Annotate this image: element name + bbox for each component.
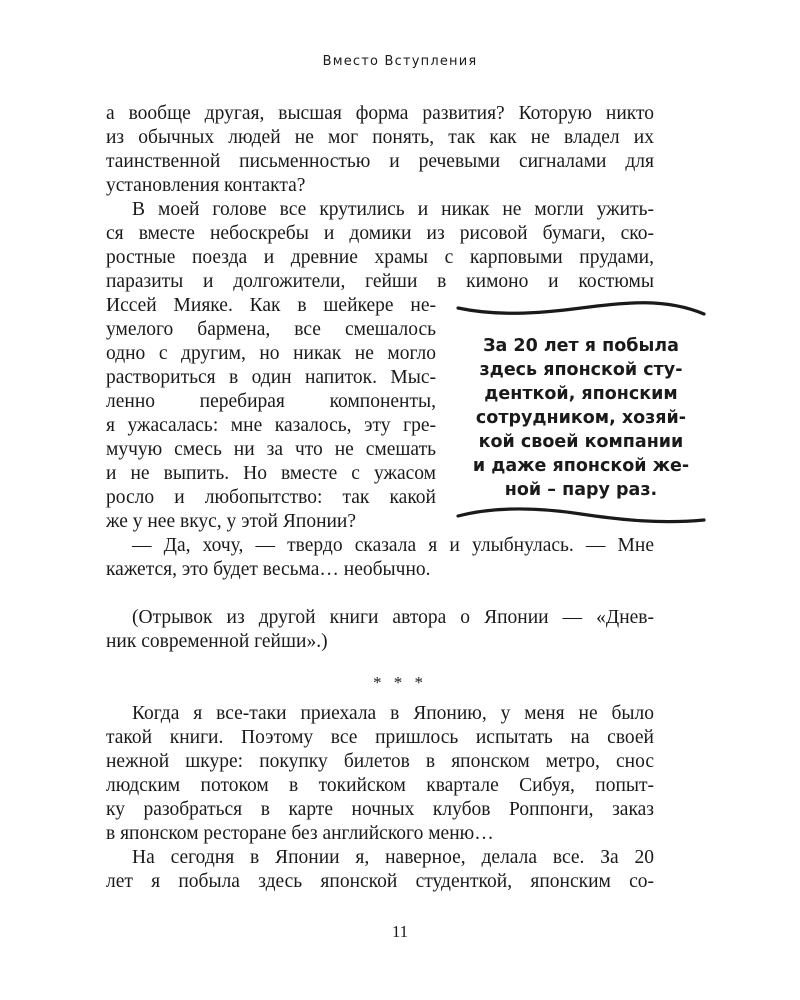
pull-quote-line: кой своей компании (478, 432, 684, 452)
body-line: лет я побыла здесь японской студенткой, японским со- (106, 871, 654, 892)
body-line: В моей голове все крутились и никак не могли ужить- (132, 199, 654, 220)
body-line: а вообще другая, высшая форма развития? Которую никто (106, 103, 654, 124)
body-line: Иссей Мияке. Как в шейкере не- (106, 295, 436, 316)
body-line: На сегодня в Японии я, наверное, делала все. За 20 (132, 847, 654, 868)
body-line: кажется, это будет весьма… необычно. (106, 559, 431, 580)
body-line: ку разобраться в карте ночных клубов Роппонги, заказ (106, 799, 654, 820)
body-line: одно с другим, но никак не могло (106, 343, 436, 364)
body-line: нежной шкуре: покупку билетов в японском метро, снос (106, 751, 654, 772)
pull-quote-line: денткой, японским (484, 384, 678, 404)
pull-quote-top-wave (456, 294, 706, 318)
pull-quote-line: здесь японской сту- (479, 360, 683, 380)
body-line: таинственной письменностью и речевыми сигналами для (106, 151, 654, 172)
body-line: ся вместе небоскребы и домики из рисовой бумаги, ско- (106, 223, 654, 244)
body-line: — Да, хочу, — твердо сказала я и улыбнулась. — Мне (132, 535, 654, 556)
body-line: раствориться в один напиток. Мыс- (106, 367, 436, 388)
body-line: установления контакта? (106, 175, 306, 196)
page-number: 11 (391, 922, 409, 941)
body-line: ростные поезда и древние храмы с карповыми прудами, (106, 247, 654, 268)
pull-quote-bottom-wave (456, 502, 706, 526)
pull-quote-line: и даже японской же- (472, 456, 690, 476)
pull-quote-line: За 20 лет я побыла (483, 336, 679, 356)
body-line: мучую смесь ни за что не смешать (106, 439, 436, 460)
body-line: ленно перебирая компоненты, (106, 391, 436, 412)
body-line: же у нее вкус, у этой Японии? (106, 511, 357, 532)
body-line: умелого бармена, все смешалось (106, 319, 436, 340)
body-line: и не выпить. Но вместе с ужасом (106, 463, 436, 484)
running-head: Вместо Вступления (322, 54, 478, 69)
body-line: людским потоком в токийском квартале Сибуя, попыт- (106, 775, 654, 796)
body-line: в японском ресторане без английского меню… (106, 823, 494, 844)
body-line: Когда я все-таки приехала в Японию, у меня не было (132, 703, 654, 724)
body-line: я ужасалась: мне казалось, эту гре- (106, 415, 436, 436)
pull-quote-line: сотрудником, хозяй- (475, 408, 687, 428)
body-line: росло и любопытство: так какой (106, 487, 436, 508)
pull-quote (456, 294, 706, 526)
pull-quote-line: ной – пару раз. (504, 480, 658, 500)
excerpt-note-line: ник современной гейши».) (106, 631, 328, 652)
body-line: из обычных людей не мог понять, так как не владел их (106, 127, 654, 148)
excerpt-note-line: (Отрывок из другой книги автора о Японии — «Днев- (132, 607, 654, 628)
body-line: такой книги. Поэтому все пришлось испытать на своей (106, 727, 654, 748)
section-separator: * * * (373, 673, 427, 692)
body-line: паразиты и долгожители, гейши в кимоно и костюмы (106, 271, 654, 292)
